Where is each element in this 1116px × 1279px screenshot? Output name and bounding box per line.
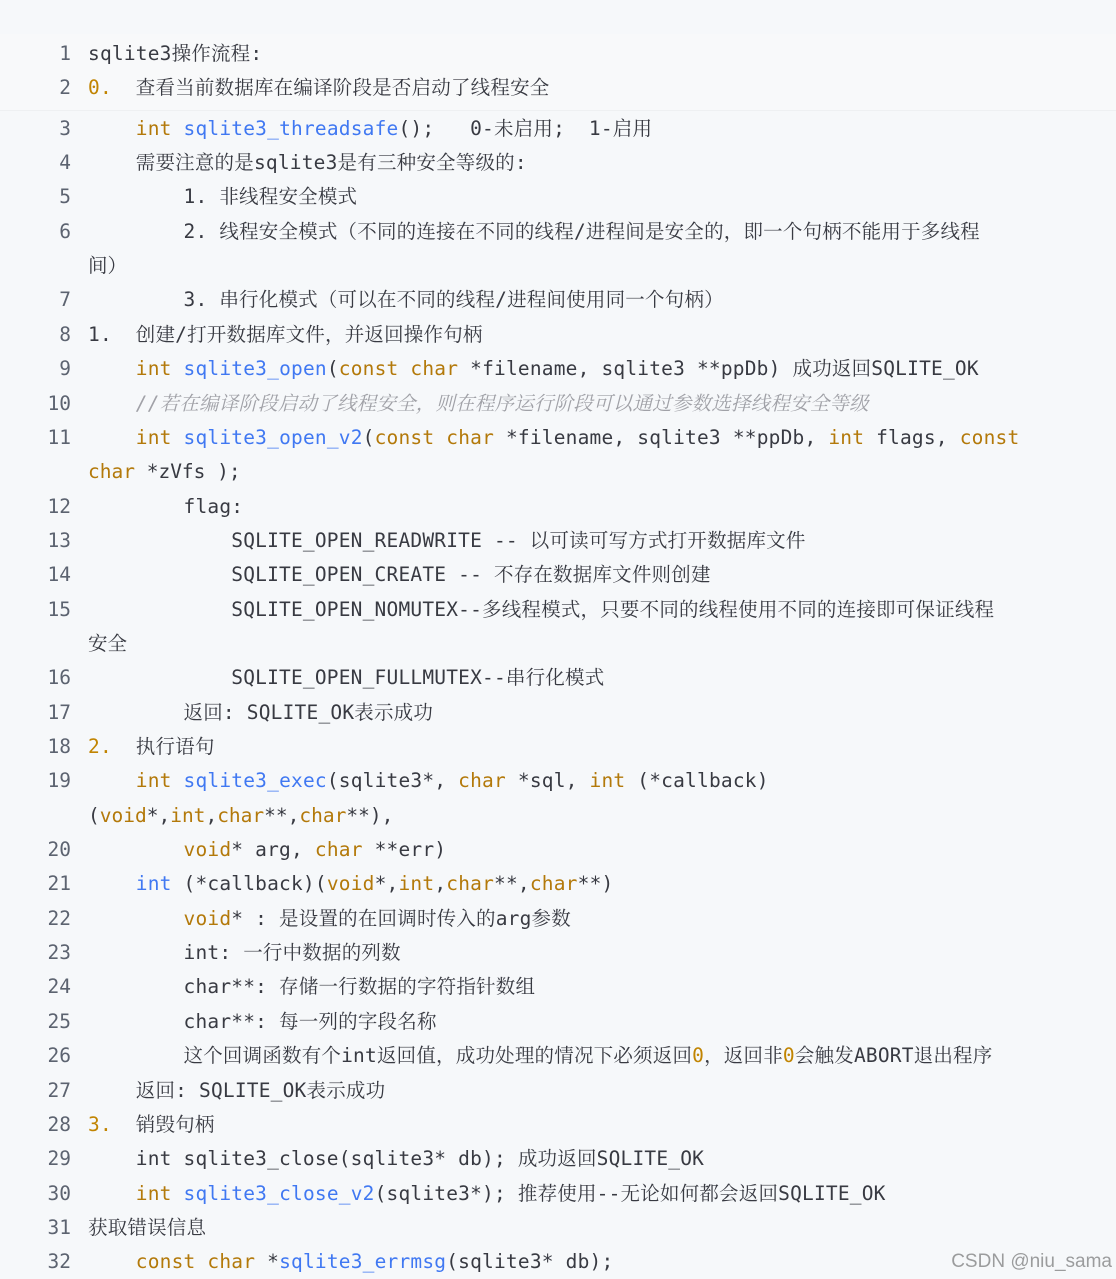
code-token: int (398, 872, 435, 896)
code-line (0, 215, 1116, 249)
code-token: * : 是设置的在回调时传入的arg参数 (231, 906, 571, 930)
code-text (88, 696, 433, 730)
code-token: 返回: SQLITE_OK表示成功 (88, 700, 434, 724)
code-line (0, 1005, 1116, 1039)
code-token: SQLITE_OPEN_CREATE -- 不存在数据库文件则创建 (88, 563, 711, 587)
line-number: 6 (59, 219, 71, 243)
code-token: const (959, 425, 1020, 449)
code-text (88, 1039, 992, 1073)
code-line (0, 593, 1116, 627)
code-token: **, (264, 803, 300, 827)
line-number: 13 (47, 528, 71, 552)
code-token: sqlite3操作流程: (88, 42, 263, 65)
code-token: sqlite3_close_v2 (183, 1181, 375, 1205)
code-token: ，返回非 (704, 1044, 783, 1068)
code-token: (); 0-未启用; 1-启用 (398, 116, 653, 140)
line-number: 15 (47, 597, 71, 621)
code-text (88, 215, 980, 249)
code-line (0, 661, 1116, 695)
code-token: 0. (88, 76, 112, 100)
code-token: char (299, 803, 347, 827)
code-token: int (88, 425, 172, 449)
line-number: 19 (47, 769, 71, 793)
code-line (0, 283, 1116, 317)
code-token: **), (346, 803, 394, 827)
line-number: 14 (47, 563, 71, 587)
code-token: 3. (88, 1112, 112, 1136)
code-text (88, 730, 215, 764)
code-token: char (217, 803, 265, 827)
code-line (0, 867, 1116, 901)
line-number: 21 (47, 872, 71, 896)
code-text (88, 283, 724, 317)
code-text (88, 593, 994, 627)
code-token: char (458, 769, 506, 793)
code-token (172, 1182, 184, 1205)
code-token: *zVfs ); (134, 460, 241, 484)
code-line (0, 936, 1116, 970)
code-token: *filename, sqlite3 **ppDb) 成功返回SQLITE_OK (458, 357, 979, 381)
code-line (0, 1177, 1116, 1211)
code-line (0, 490, 1116, 524)
code-token: sqlite3_exec (183, 769, 327, 793)
line-number: 25 (47, 1009, 71, 1033)
code-text (88, 764, 769, 798)
line-number: 3 (59, 116, 71, 140)
code-token: 2. 线程安全模式（不同的连接在不同的线程/进程间是安全的，即一个句柄不能用于多线程 (88, 219, 980, 243)
code-token: flags, (864, 425, 960, 449)
code-token: SQLITE_OPEN_READWRITE -- 以可读可写方式打开数据库文件 (88, 528, 806, 552)
code-text (88, 1108, 215, 1142)
code-text (88, 524, 806, 558)
code-line (0, 730, 1116, 764)
line-number: 18 (47, 735, 71, 758)
code-line-wrap (0, 455, 1116, 489)
code-token: , (434, 872, 447, 896)
code-text (88, 902, 571, 936)
code-token: sqlite3_threadsafe (183, 116, 399, 140)
code-token: *, (374, 872, 399, 896)
code-token: 0 (782, 1044, 795, 1068)
code-token: * (255, 1250, 280, 1274)
code-token (172, 769, 184, 792)
line-number: 23 (47, 941, 71, 965)
code-token: 返回: SQLITE_OK表示成功 (88, 1078, 386, 1102)
code-line (0, 970, 1116, 1004)
watermark: CSDN @niu_sama (951, 1251, 1112, 1272)
code-line (0, 524, 1116, 558)
code-token: 1. 创建/打开数据库文件，并返回操作句柄 (88, 322, 483, 346)
code-token: void (99, 803, 147, 827)
line-number: 16 (47, 666, 71, 690)
code-text (88, 352, 979, 386)
line-number: 31 (47, 1215, 71, 1239)
code-token: (*callback) (625, 769, 769, 793)
code-line (0, 1074, 1116, 1108)
code-token: 1. 非线程安全模式 (88, 185, 358, 209)
code-text (88, 558, 711, 592)
code-token: 获取错误信息 (88, 1215, 207, 1239)
line-number: 4 (59, 151, 71, 175)
code-token: SQLITE_OPEN_FULLMUTEX--串行化模式 (88, 666, 605, 690)
line-number: 22 (47, 906, 71, 930)
line-number: 32 (47, 1250, 71, 1274)
code-token: ( (88, 803, 100, 827)
code-token: (sqlite3*, (326, 769, 459, 793)
line-number: 11 (47, 425, 71, 449)
code-text (88, 490, 243, 524)
code-token: sqlite3_open (183, 357, 327, 381)
code-token: 安全 (88, 631, 128, 655)
code-text (88, 1074, 385, 1108)
code-text (88, 1245, 613, 1279)
code-text (88, 421, 1019, 455)
line-number: 2 (59, 76, 71, 100)
code-token: **err) (362, 838, 447, 862)
code-token: *filename, sqlite3 **ppDb, (494, 425, 829, 449)
code-token: *, (146, 803, 171, 827)
code-token: void (88, 838, 232, 862)
code-token: **, (494, 872, 530, 896)
line-number: 9 (59, 357, 71, 381)
code-text (88, 970, 535, 1004)
code-token: //若在编译阶段启动了线程安全，则在程序运行阶段可以通过参数选择线程安全等级 (88, 391, 869, 415)
code-token: char (314, 838, 363, 862)
code-text (88, 37, 262, 71)
code-line (0, 112, 1116, 146)
code-token: int sqlite3_close(sqlite3* db); 成功返回SQLITE_OK (88, 1147, 705, 1171)
code-text (88, 455, 241, 489)
code-line (0, 1245, 1116, 1279)
code-line-wrap (0, 627, 1116, 661)
code-token: 3. 串行化模式（可以在不同的线程/进程间使用同一个句柄） (88, 288, 724, 312)
code-line (0, 146, 1116, 180)
code-token: int (88, 357, 172, 381)
code-text (88, 112, 652, 146)
code-token: const char (374, 425, 495, 449)
code-text (88, 1177, 886, 1211)
code-token: const char (88, 1250, 256, 1274)
code-token: char (529, 872, 578, 896)
code-token: SQLITE_OPEN_NOMUTEX--多线程模式，只要不同的线程使用不同的连接即可保证线程 (88, 597, 995, 621)
code-line (0, 387, 1116, 421)
code-token: 执行语句 (111, 735, 215, 758)
code-line (0, 764, 1116, 798)
line-number: 24 (47, 975, 71, 999)
code-line (0, 558, 1116, 592)
code-text (88, 1211, 206, 1245)
code-token: 会触发ABORT退出程序 (794, 1044, 993, 1068)
code-text (88, 1142, 704, 1176)
code-token: char (88, 460, 135, 484)
code-line (0, 902, 1116, 936)
line-number: 1 (59, 42, 71, 65)
code-line (0, 37, 1116, 71)
code-token: 查看当前数据库在编译阶段是否启动了线程安全 (111, 76, 550, 100)
code-line-wrap (0, 249, 1116, 283)
code-token: int: 一行中数据的列数 (88, 941, 401, 965)
code-text (88, 936, 401, 970)
code-token: void (326, 872, 375, 896)
code-text (88, 867, 613, 901)
code-token: (sqlite3*); 推荐使用--无论如何都会返回SQLITE_OK (374, 1181, 886, 1205)
code-token: int (88, 116, 172, 140)
code-token: *sql, (505, 769, 590, 793)
code-token: char (446, 872, 495, 896)
code-token (172, 357, 184, 380)
code-text (88, 71, 549, 105)
code-token: int (589, 769, 626, 793)
code-token (172, 117, 184, 140)
code-token: (sqlite3* db); (446, 1250, 614, 1274)
line-number: 28 (47, 1112, 71, 1136)
code-line (0, 1039, 1116, 1073)
code-text (88, 627, 127, 661)
code-text (88, 146, 527, 180)
line-number: 20 (47, 838, 71, 862)
code-token: int (88, 1181, 172, 1205)
code-text (88, 249, 127, 283)
code-text (88, 799, 393, 833)
code-line (0, 352, 1116, 386)
code-token: int (88, 769, 172, 793)
code-token: **) (577, 872, 614, 896)
line-number: 17 (47, 700, 71, 724)
code-token: 2. (88, 735, 112, 758)
code-line (0, 318, 1116, 352)
code-token: 这个回调函数有个int返回值，成功处理的情况下必须返回 (88, 1044, 693, 1068)
code-token: int (828, 425, 865, 449)
code-token: char**: 存储一行数据的字符指针数组 (88, 975, 536, 999)
code-token: ( (362, 425, 375, 449)
code-line (0, 696, 1116, 730)
code-line (0, 1211, 1116, 1245)
line-number: 7 (59, 288, 71, 312)
code-line (0, 421, 1116, 455)
line-number: 5 (59, 185, 71, 209)
line-number: 27 (47, 1078, 71, 1102)
code-text (88, 387, 869, 421)
line-number: 10 (47, 391, 71, 415)
line-number: 29 (47, 1147, 71, 1171)
code-token: 需要注意的是sqlite3是有三种安全等级的: (88, 151, 527, 175)
code-token: 间） (88, 254, 128, 278)
code-line (0, 1142, 1116, 1176)
line-number: 30 (47, 1181, 71, 1205)
code-text (88, 318, 483, 352)
code-token: void (88, 906, 232, 930)
code-token: 销毁句柄 (111, 1112, 215, 1136)
code-token: * arg, (231, 838, 315, 862)
code-text (88, 180, 357, 214)
code-line (0, 180, 1116, 214)
line-number: 12 (47, 494, 71, 518)
code-token: sqlite3_open_v2 (183, 425, 363, 449)
code-token (172, 426, 184, 449)
line-number: 26 (47, 1044, 71, 1068)
code-token: const char (338, 357, 459, 381)
code-line-wrap (0, 799, 1116, 833)
code-token: int (88, 872, 172, 896)
code-token: , (205, 803, 218, 827)
code-text (88, 661, 604, 695)
code-line (0, 1108, 1116, 1142)
code-token: sqlite3_errmsg (279, 1250, 447, 1274)
code-line (0, 71, 1116, 105)
line-number: 8 (59, 322, 71, 346)
code-token: int (170, 803, 206, 827)
code-line (0, 833, 1116, 867)
code-token: flag: (88, 494, 244, 518)
code-text (88, 833, 446, 867)
code-token: ( (326, 357, 339, 381)
code-token: (*callback)( (171, 872, 327, 896)
code-token: 0 (692, 1044, 705, 1068)
code-text (88, 1005, 437, 1039)
code-token: char**: 每一列的字段名称 (88, 1009, 437, 1033)
